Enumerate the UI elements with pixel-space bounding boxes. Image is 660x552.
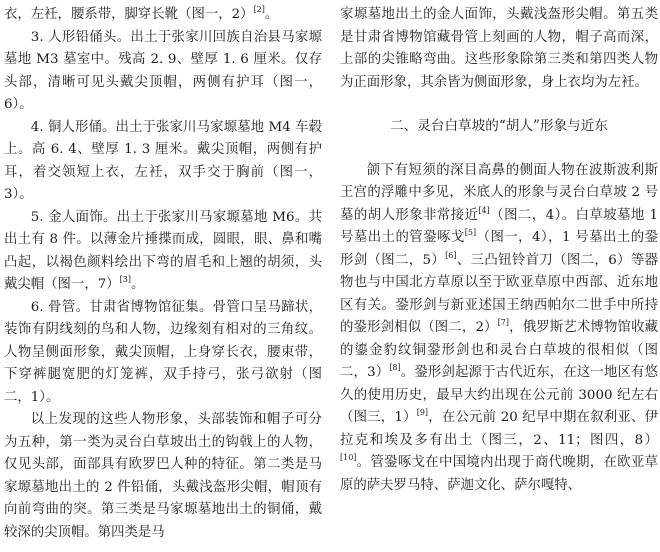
reference-marker: [9] (416, 408, 429, 417)
left-column (4, 4, 322, 544)
right-column-top (340, 4, 658, 94)
paragraph-text: 以上发现的这些人物形象，头部装饰和帽子可分为五种，第一类为灵台白草坡出土的钩戟上的人物，仅见头部，面部具有欧罗巴人种的特征。第二类是马家塬墓地出土的 2 件铅俑，头戴浅盔形尖帽，帽顶有向前弯曲的突。第三类是马家塬墓地出土的铜俑，戴较深的尖顶帽。第四类是马 (4, 412, 322, 540)
paragraph-text: （图二，4）。白草坡墓地 1 号墓出土的管銎啄戈 (340, 207, 658, 245)
reference-marker: [5] (464, 228, 477, 237)
paragraph-tail: 。 (131, 277, 145, 292)
reference-marker: [2] (253, 5, 265, 14)
paragraph-text: （图一，4），1 号墓出土的銎形剑（图二，5） (340, 230, 658, 268)
paragraph-p-intro (4, 4, 322, 27)
paragraph-p-item5 (4, 207, 322, 297)
reference-marker: [4] (478, 205, 490, 215)
paragraph-p-item4 (4, 117, 322, 207)
paragraph-tail: 。 (264, 7, 279, 22)
reference-marker: [10] (340, 453, 357, 462)
reference-marker: [6] (445, 250, 457, 260)
paragraph-text: 颌下有短须的深目高鼻的侧面人物在波斯波利斯王宫的浮雕中多见，米底人的形象与灵台白草坡 2 号墓的胡人形象非常接近 (340, 162, 658, 223)
section-paragraph (340, 160, 658, 498)
paragraph-text: 5. 金人面饰。出土于张家川马家塬墓地 M6。共出土有 8 件。以薄金片捶揲而成，圆眼，眼、鼻和嘴凸起，以褐色颜料绘出下弯的眉毛和上翘的胡须，头戴尖帽（图一，7） (4, 209, 322, 292)
paragraph-text: 家塬墓地出土的金人面饰，头戴浅盔形尖帽。第五类是甘肃省博物馆藏骨管上刻画的人物，帽子高而深，上部的尖锥略弯曲。这些形象除第三类和第四类人物为正面形象，其余皆为侧面形象，身上衣均为左衽。 (340, 7, 658, 90)
paragraph-p-item3 (4, 27, 322, 117)
reference-marker: [8] (389, 363, 401, 372)
paragraph-text: 、三凸钮铃首刀（图二，6）等器物也与中国北方草原以至于欧亚草原中西部、近东地区有关。銎形剑与新亚述国王纳西帕尔二世手中所持的銎形剑相似（图二，2） (340, 252, 658, 335)
paragraph-text: 衣，左衽，腰系带，脚穿长靴（图一，2） (4, 7, 254, 22)
reference-marker: [7] (497, 318, 510, 327)
right-column (340, 4, 658, 497)
paragraph-text: 。管銎啄戈在中国境内出现于商代晚期，在欧亚草原的萨夫罗马特、萨迦文化、萨尔嘎特、 (340, 455, 658, 493)
paragraph-text: ，俄罗斯艺术博物馆收藏的鎏金豹纹铜銎形剑也和灵台白草坡的很相似（图二，3） (340, 320, 659, 380)
section-heading: 二、灵台白草坡的“胡人”形象与近东 (390, 118, 608, 134)
reference-marker: [3] (119, 275, 131, 284)
paragraph-text: 。銎形剑起源于古代近东，在这一地区有悠久的使用历史，最早大约出现在公元前 3000 纪左右（图三，1） (340, 365, 658, 425)
paragraph-text: 3. 人形铅俑头。出土于张家川回族自治县马家塬墓地 M3 墓室中。残高 2. 9、壁厚 1. 6 厘米。仅存头部，清晰可见头戴尖顶帽，两侧有护耳（图一，6）。 (4, 29, 322, 112)
paragraph-text: 4. 铜人形俑。出土于张家川马家塬墓地 M4 车毂上。高 6. 4、壁厚 1. 3 厘米。戴尖顶帽，两侧有护耳，着交领短上衣，左衽，双手交于胸前（图一，3）。 (4, 119, 322, 202)
paragraph-text: ，在公元前 20 纪早中期在叙利亚、伊拉克和埃及多有出土（图三，2、11；图四，8） (340, 410, 658, 448)
paragraph-p-continued (340, 4, 658, 94)
paragraph-p-item6 (4, 297, 322, 410)
paragraph-p-summary (4, 409, 322, 544)
paragraph-text: 6. 骨管。甘肃省博物馆征集。骨管口呈马蹄状，装饰有阴线刻的鸟和人物，边缘刻有相对的三角纹。人物呈侧面形象，戴尖顶帽，上身穿长衣，腰束带，下穿裤腿宽肥的灯笼裤，双手持弓，张弓欲射（图二，1）。 (4, 299, 322, 405)
